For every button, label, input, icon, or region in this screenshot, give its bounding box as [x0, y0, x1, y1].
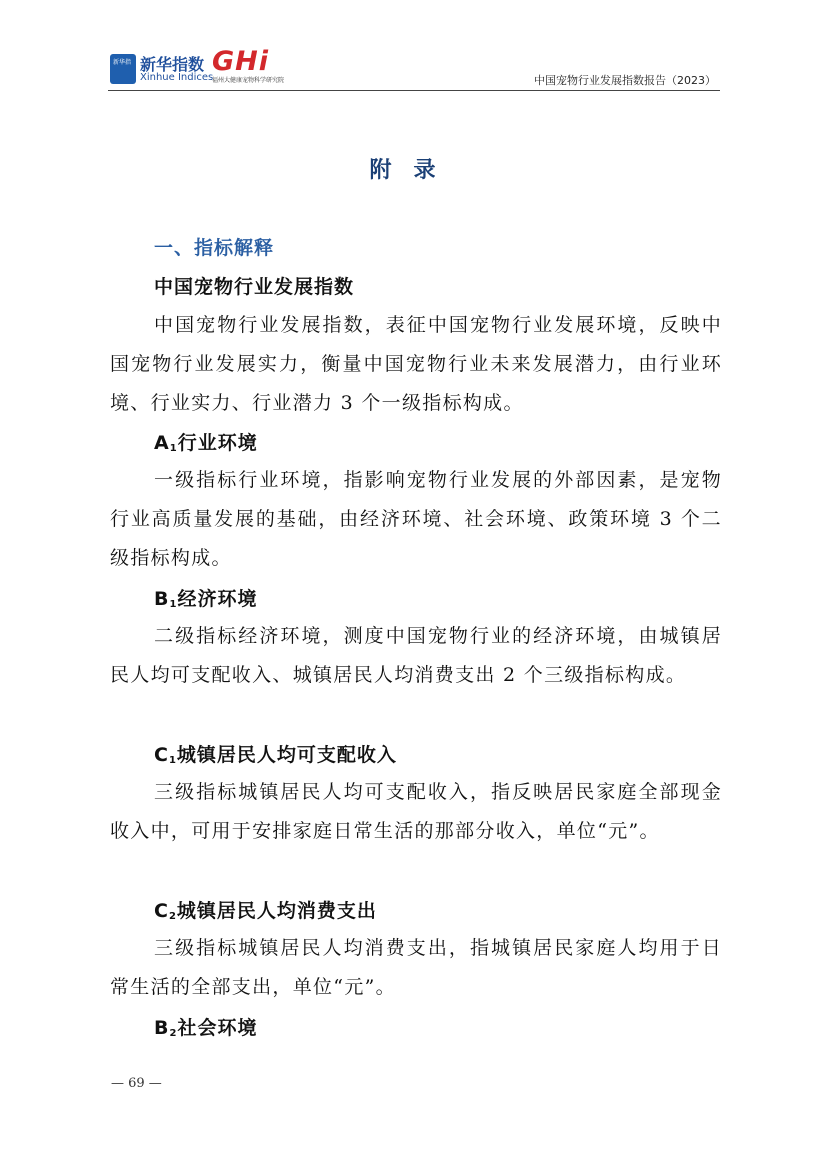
b1-heading — [154, 584, 257, 611]
c1-heading — [154, 740, 397, 767]
b1-subscript: 1 — [169, 599, 178, 610]
xinhua-logo-mark-text: 新华指 — [113, 59, 132, 66]
a1-code: A — [154, 432, 170, 454]
xinhua-logo-en: Xinhue Indices — [140, 72, 214, 83]
page-title: 附录 — [369, 158, 458, 183]
ghi-logo-text: GHi — [212, 46, 270, 77]
a1-paragraph: 一级指标行业环境，指影响宠物行业发展的外部因素，是宠物行业高质量发展的基础，由经济环境、社会环境、政策环境 3 个二级指标构成。 — [110, 469, 722, 569]
c2-paragraph: 三级指标城镇居民人均消费支出，指城镇居民家庭人均用于日常生活的全部支出，单位“元”。 — [110, 937, 722, 998]
xinhua-indices-logo — [110, 52, 214, 86]
c2-heading — [154, 896, 377, 923]
c1-paragraph: 三级指标城镇居民人均可支配收入，指反映居民家庭全部现金收入中，可用于安排家庭日常生活的那部分收入，单位“元”。 — [110, 781, 722, 842]
ghi-logo — [208, 46, 304, 86]
page-header — [108, 46, 720, 91]
b1-label: 经济环境 — [177, 588, 258, 610]
report-title: 中国宠物行业发展指数报告（2023） — [534, 74, 716, 87]
c2-label: 城镇居民人均消费支出 — [176, 900, 377, 922]
c2-code: C — [154, 900, 169, 922]
index-heading: 中国宠物行业发展指数 — [154, 276, 355, 298]
c1-code: C — [154, 744, 169, 766]
b2-subscript: 2 — [169, 1028, 178, 1039]
page-number: — 69 — — [111, 1076, 162, 1091]
c1-subscript: 1 — [168, 755, 177, 766]
b2-heading — [154, 1013, 257, 1040]
index-paragraph: 中国宠物行业发展指数，表征中国宠物行业发展环境，反映中国宠物行业发展实力，衡量中国宠物行业未来发展潜力，由行业环境、行业实力、行业潜力 3 个一级指标构成。 — [110, 314, 722, 414]
xinhua-logo-cn: 新华指数 — [140, 55, 205, 74]
c1-label: 城镇居民人均可支配收入 — [176, 744, 397, 766]
section-title: 一、指标解释 — [154, 237, 275, 259]
ghi-logo-subtitle: 福州大健康宠物科学研究院 — [212, 77, 285, 84]
a1-label: 行业环境 — [177, 432, 258, 454]
a1-subscript: 1 — [169, 443, 178, 454]
b2-label: 社会环境 — [177, 1017, 258, 1039]
b1-code: B — [154, 588, 170, 610]
b2-code: B — [154, 1017, 170, 1039]
b1-paragraph: 二级指标经济环境，测度中国宠物行业的经济环境，由城镇居民人均可支配收入、城镇居民人均消费支出 2 个三级指标构成。 — [110, 625, 722, 686]
c2-subscript: 2 — [168, 911, 177, 922]
a1-heading — [154, 428, 258, 455]
xinhua-logo-mark — [110, 54, 136, 84]
